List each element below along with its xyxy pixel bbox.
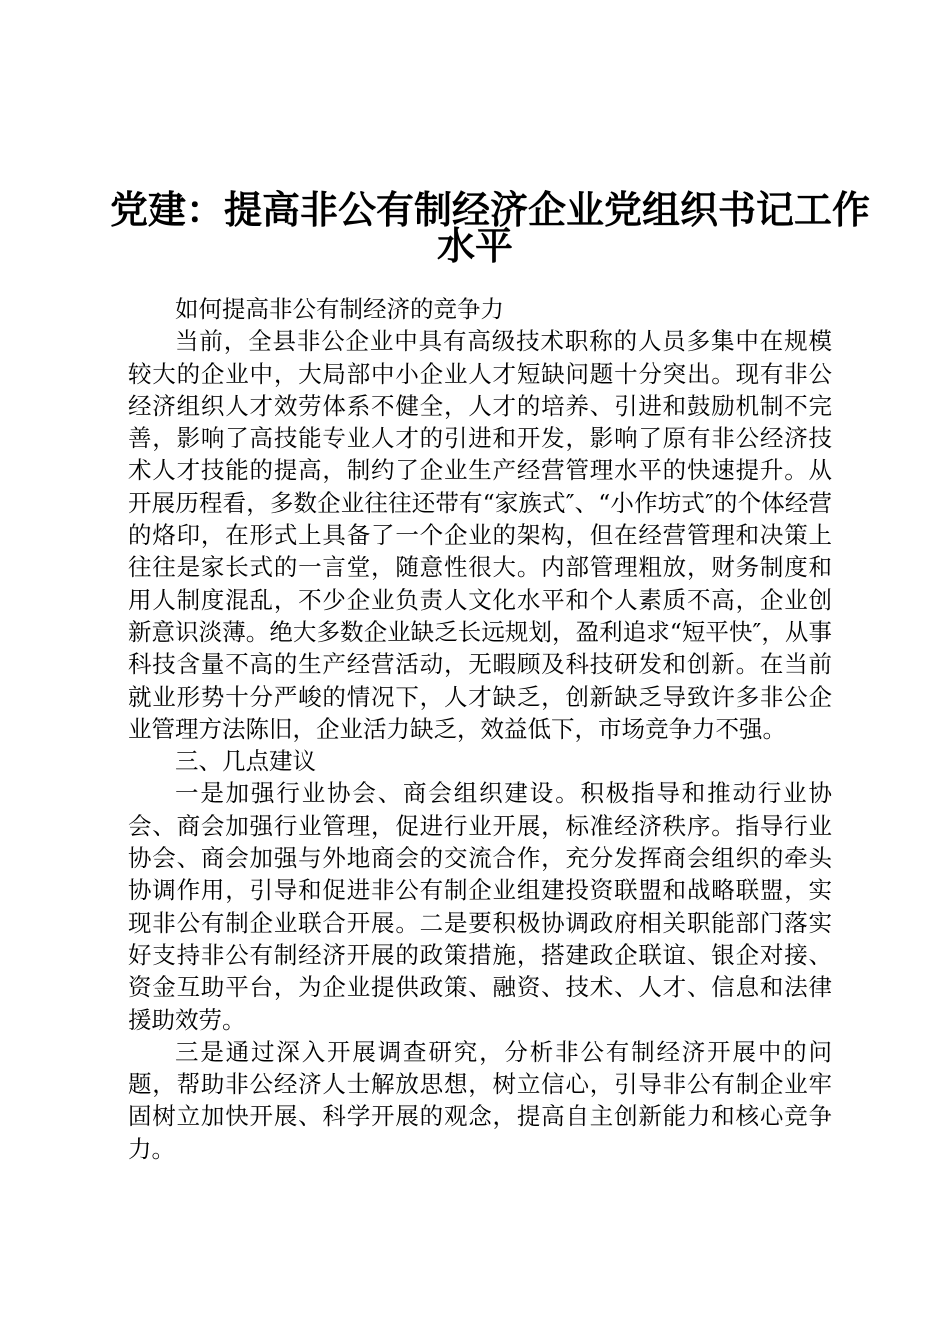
document-title-line-2: 水平	[436, 224, 513, 268]
paragraph-current-situation: 当前，全县非公企业中具有高级技术职称的人员多集中在规模较大的企业中，大局部中小企业人才短缺问题十分突出。现有非公经济组织人才效劳体系不健全，人才的培养、引进和鼓励机制不完善，影响了高技能专业人才的引进和开发，影响了原有非公经济技术人才技能的提高，制约了企业生产经营管理水平的快速提升。从开展历程看，多数企业往往还带有“家族式″、“小作坊式″的个体经营的烙印，在形式上具备了一个企业的架构，但在经营管理和决策上往往是家长式的一言堂，随意性很大。内部管理粗放，财务制度和用人制度混乱，不少企业负责人文化水平和个人素质不高，企业创新意识淡薄。绝大多数企业缺乏长远规划，盈利追求“短平快″，从事科技含量不高的生产经营活动，无暇顾及科技研发和创新。在当前就业形势十分严峻的情况下，人才缺乏，创新缺乏导致许多非公企业管理方法陈旧，企业活力缺乏，效益低下，市场竞争力不强。	[128, 327, 832, 743]
paragraph-suggestion-three: 三是通过深入开展调查研究，分析非公有制经济开展中的问题，帮助非公经济人士解放思想，树立信心，引导非公有制企业牢固树立加快开展、科学开展的观念，提高自主创新能力和核心竞争力。	[128, 1037, 832, 1163]
paragraph-section-heading: 三、几点建议	[175, 747, 316, 776]
document-title-line-1: 党建：提高非公有制经济企业党组织书记工作	[110, 188, 871, 232]
document-body	[128, 293, 832, 1165]
paragraph-suggestion-one-two: 一是加强行业协会、商会组织建设。积极指导和推动行业协会、商会加强行业管理，促进行业开展，标准经济秩序。指导行业协会、商会加强与外地商会的交流合作，充分发挥商会组织的牵头协调作用，引导和促进非公有制企业组建投资联盟和战略联盟，实现非公有制企业联合开展。二是要积极协调政府相关职能部门落实好支持非公有制经济开展的政策措施，搭建政企联谊、银企对接、资金互助平台，为企业提供政策、融资、技术、人才、信息和法律援助效劳。	[128, 779, 832, 1034]
paragraph-subtitle: 如何提高非公有制经济的竞争力	[175, 295, 504, 323]
